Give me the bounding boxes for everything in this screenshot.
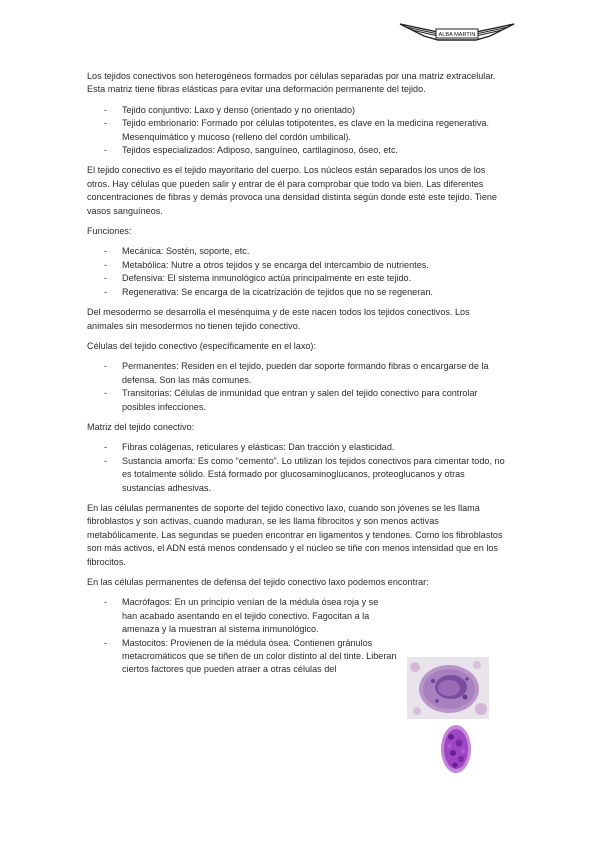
list-item: - Sustancia amorfa: Es como “cemento”. Lo utilizan los tejidos conectivos para cimentar todo, no es totalmente sólido. Está formado por glucosaminoglucanos, proteoglucanos y otras sustancias adhesivas. bbox=[87, 455, 505, 495]
list-item: - Tejido conjuntivo: Laxo y denso (orientado y no orientado) bbox=[87, 104, 505, 117]
list-item: - Mastocitos: Provienen de la médula ósea. Contienen gránulos metacromáticos que se tiñen de un color distinto al del tinte. Liberan ciertos factores que pueden atraer a otras células del bbox=[87, 637, 505, 677]
paragraph: Del mesodermo se desarrolla el mesénquima y de este nacen todos los tejidos conectivos. Los animales sin mesodermos no tienen tejido conectivo. bbox=[87, 307, 470, 331]
logo-text: ALBA MARTIN bbox=[438, 32, 476, 38]
list-item: - Tejidos especializados: Adiposo, sanguíneo, cartilaginoso, óseo, etc. bbox=[87, 144, 505, 157]
list-item: - Fibras colágenas, reticulares y elásticas: Dan tracción y elasticidad. bbox=[87, 441, 505, 454]
paragraph: El tejido conectivo es el tejido mayoritario del cuerpo. Los núcleos están separados los unos de los otros. Hay células que pueden salir y entrar de él para comprobar que todo va bien. Las diferentes concentraciones de fibras y demás provoca una densidad distinta según donde esté este tejido. Tiene vasos sanguíneos. bbox=[87, 165, 497, 216]
list-item: - Macrófagos: En un principio venían de la médula ósea roja y se han acabado asentando en el tejido conectivo. Fagocitan a la amenaza y la muestran al sistema inmunológico. bbox=[87, 596, 505, 636]
paragraph: En las células permanentes de soporte del tejido conectivo laxo, cuando son jóvenes se les llama fibroblastos y son activas, cuando maduran, se les llama fibrocitos y son menos activas metabólicamente. Las segundas se pueden encontrar en ligamentos y tendones. Como los fibroblastos son más activos, el ADN está menos condensado y el núcleo se tiñe con menos intensidad que en los fibrocitos. bbox=[87, 502, 503, 567]
tissue-types-list bbox=[87, 104, 505, 158]
heading-celulas: Células del tejido conectivo (específicamente en el laxo): bbox=[87, 340, 316, 351]
list-item: - Transitorias: Células de inmunidad que entran y salen del tejido conectivo para controlar posibles infecciones. bbox=[87, 387, 505, 414]
macrophage-micrograph-image bbox=[407, 657, 489, 719]
heading-matriz: Matriz del tejido conectivo: bbox=[87, 421, 195, 432]
matrix-list bbox=[87, 441, 505, 495]
functions-list bbox=[87, 245, 505, 299]
cells-list bbox=[87, 360, 505, 414]
list-item: - Permanentes: Residen en el tejido, pueden dar soporte formando fibras o encargarse de la defensa. Son las más comunes. bbox=[87, 360, 505, 387]
list-item: - Mecánica: Sostén, soporte, etc. bbox=[87, 245, 505, 258]
list-item: - Tejido embrionario: Formado por células totipotentes, es clave en la medicina regenerativa. Mesenquimático y mucoso (relleno del cordón umbilical). bbox=[87, 117, 505, 144]
list-item: - Defensiva: El sistema inmunológico actúa principalmente en este tejido. bbox=[87, 272, 505, 285]
intro-paragraph: Los tejidos conectivos son heterogéneos formados por células separadas por una matriz extracelular. Esta matriz tiene fibras elásticas para evitar una deformación permanente del tejido. bbox=[87, 71, 496, 95]
list-item: - Regenerativa: Se encarga de la cicatrización de tejidos que no se regeneran. bbox=[87, 286, 505, 299]
logo bbox=[398, 18, 516, 50]
paragraph: En las células permanentes de defensa del tejido conectivo laxo podemos encontrar: bbox=[87, 577, 429, 587]
document-body bbox=[87, 70, 505, 684]
heading-funciones: Funciones: bbox=[87, 226, 132, 237]
list-item: - Metabólica: Nutre a otros tejidos y se encarga del intercambio de nutrientes. bbox=[87, 259, 505, 272]
mastocyte-micrograph-image bbox=[437, 719, 475, 777]
